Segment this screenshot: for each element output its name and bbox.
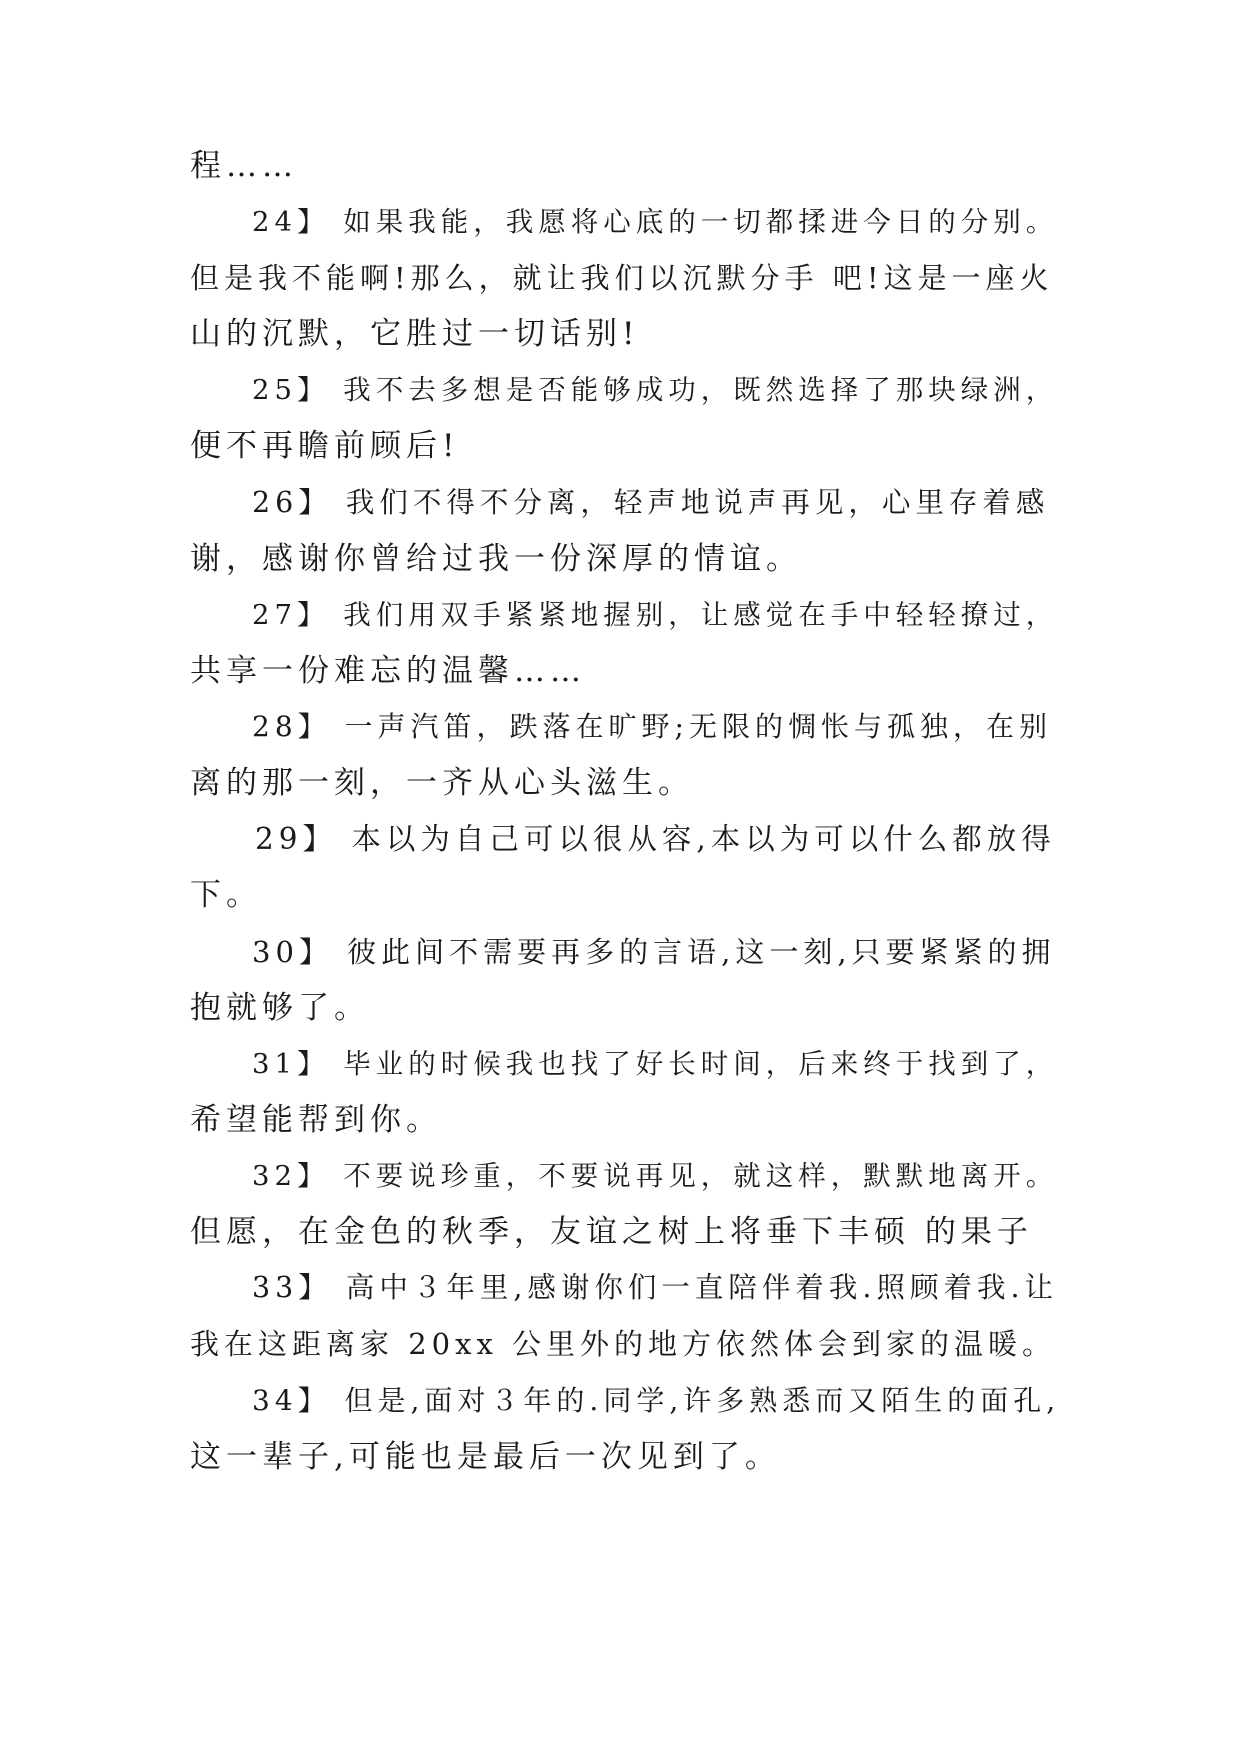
text-line: 程…… (190, 148, 298, 184)
text-line: 谢，感谢你曾给过我一份深厚的情谊。 (190, 541, 802, 577)
text-line: 抱就够了。 (190, 990, 370, 1026)
text-line: 但是我不能啊!那么，就让我们以沉默分手 吧!这是一座火 (190, 261, 1054, 295)
text-line: 这一辈子,可能也是最后一次见到了。 (190, 1439, 781, 1475)
text-line: 24】 如果我能，我愿将心底的一切都揉进今日的分别。 (252, 206, 1059, 238)
text-line: 离的那一刻，一齐从心头滋生。 (190, 765, 694, 801)
text-line: 希望能帮到你。 (190, 1102, 442, 1138)
text-line: 28】 一声汽笛，跌落在旷野;无限的惆怅与孤独，在别 (252, 710, 1052, 743)
text-line: 下。 (190, 877, 262, 913)
text-line: 32】 不要说珍重，不要说再见，就这样，默默地离开。 (252, 1160, 1059, 1192)
text-line: 30】 彼此间不需要再多的言语,这一刻,只要紧紧的拥 (252, 935, 1056, 969)
text-line: 便不再瞻前顾后! (190, 428, 460, 464)
text-line: 我在这距离家 20xx 公里外的地方依然体会到家的温暖。 (190, 1327, 1057, 1361)
text-line: 共享一份难忘的温馨…… (190, 653, 586, 689)
text-line: 26】 我们不得不分离，轻声地说声再见，心里存着感 (252, 486, 1050, 519)
text-line: 31】 毕业的时候我也找了好长时间，后来终于找到了， (252, 1048, 1059, 1080)
text-line: 27】 我们用双手紧紧地握别，让感觉在手中轻轻撩过， (252, 599, 1059, 631)
text-line: 33】 高中３年里,感谢你们一直陪伴着我.照顾着我.让 (252, 1271, 1059, 1304)
text-line: 34】 但是,面对３年的.同学,许多熟悉而又陌生的面孔, (252, 1384, 1061, 1417)
text-line: 山的沉默，它胜过一切话别! (190, 316, 640, 352)
text-line: 25】 我不去多想是否能够成功，既然选择了那块绿洲， (252, 374, 1059, 406)
text-line: 29】 本以为自己可以很从容,本以为可以什么都放得 (255, 822, 1056, 856)
text-line: 但愿，在金色的秋季，友谊之树上将垂下丰硕 的果子 (190, 1214, 1033, 1250)
